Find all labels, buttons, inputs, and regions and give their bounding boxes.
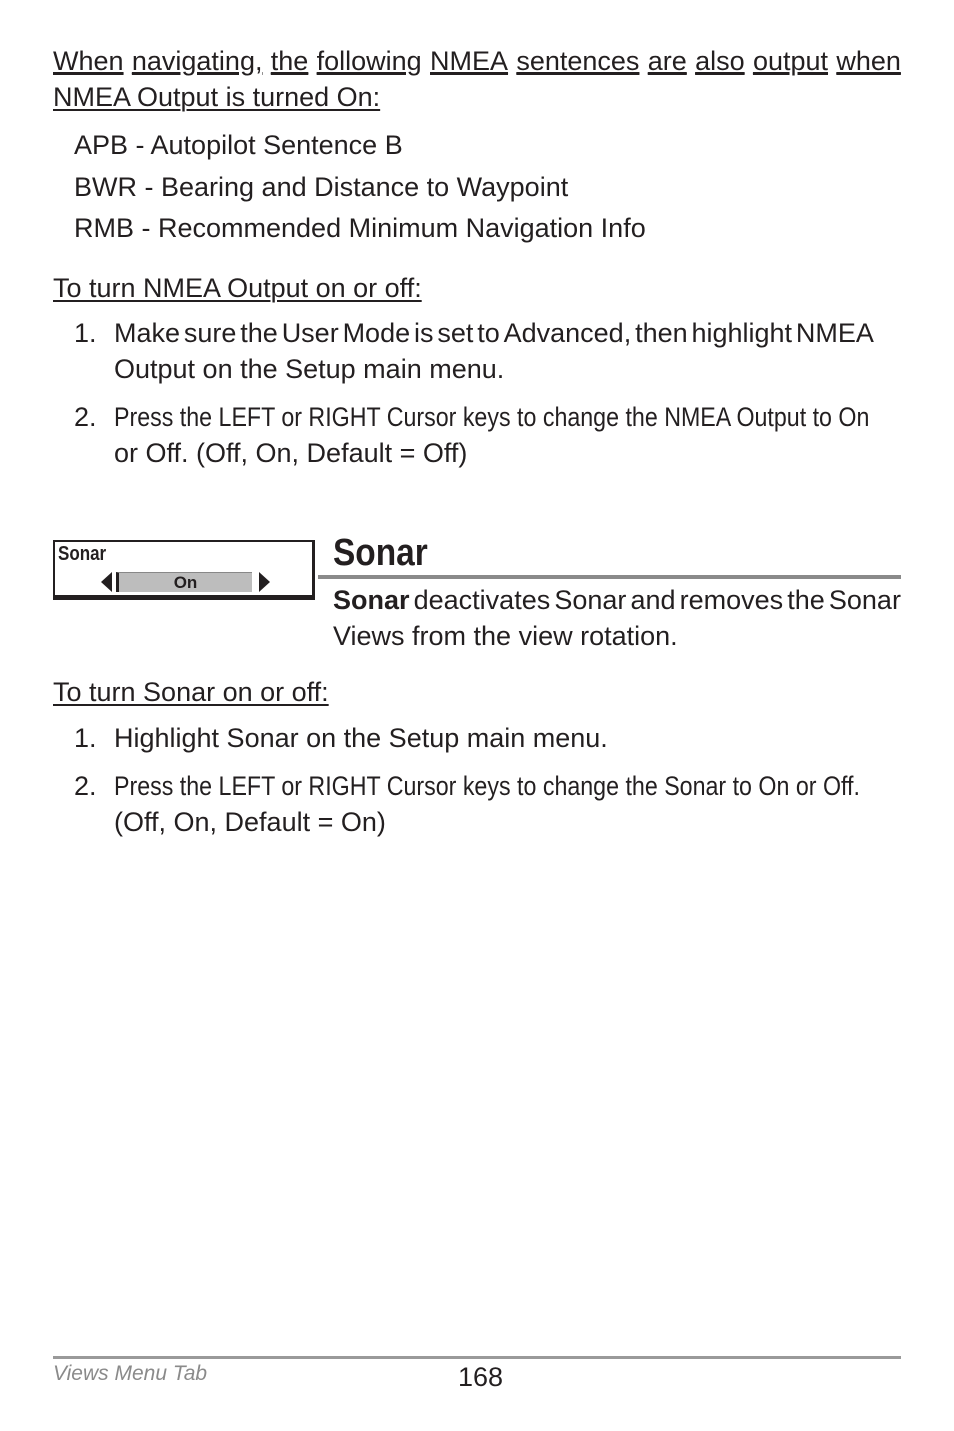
- sonar-step-2-line1: Press the LEFT or RIGHT Cursor keys to change the Sonar to On or Off.: [114, 771, 860, 801]
- footer-divider: [53, 1356, 901, 1359]
- nmea-step-2-number: 2.: [74, 402, 97, 432]
- title-divider: [318, 575, 901, 579]
- sonar-widget-value[interactable]: On: [116, 572, 252, 592]
- sonar-procedure-heading: To turn Sonar on or off:: [53, 677, 329, 707]
- footer-section-label: Views Menu Tab: [53, 1362, 208, 1385]
- sonar-step-2-line2: (Off, On, Default = On): [114, 807, 386, 837]
- sonar-menu-widget[interactable]: [53, 540, 315, 600]
- sonar-step-2-number: 2.: [74, 771, 97, 801]
- sonar-description-line1: Sonar deactivates Sonar and removes the Sonar: [333, 585, 901, 615]
- sonar-step-1-line1: Highlight Sonar on the Setup main menu.: [114, 723, 608, 753]
- nmea-sentence-rmb: RMB - Recommended Minimum Navigation Info: [74, 213, 646, 243]
- sonar-widget-label: Sonar: [58, 543, 107, 565]
- sonar-description-line2: Views from the view rotation.: [333, 621, 678, 651]
- page-number: 168: [458, 1362, 504, 1392]
- nmea-sentence-bwr: BWR - Bearing and Distance to Waypoint: [74, 172, 569, 202]
- nmea-sentence-apb: APB - Autopilot Sentence B: [74, 130, 403, 160]
- nmea-procedure-heading: To turn NMEA Output on or off:: [53, 273, 422, 303]
- nmea-intro-heading-line2: NMEA Output is turned On:: [53, 82, 381, 112]
- sonar-step-1-number: 1.: [74, 723, 97, 753]
- nmea-step-1-line1: Make sure the User Mode is set to Advanced, then highlight NMEA: [114, 318, 874, 348]
- right-arrow-icon[interactable]: [259, 572, 270, 592]
- nmea-step-2-line1: Press the LEFT or RIGHT Cursor keys to change the NMEA Output to On: [114, 402, 870, 432]
- sonar-section-title: Sonar: [333, 532, 428, 574]
- nmea-step-1-line2: Output on the Setup main menu.: [114, 354, 505, 384]
- left-arrow-icon[interactable]: [101, 572, 112, 592]
- nmea-step-2-line2: or Off. (Off, On, Default = Off): [114, 438, 468, 468]
- sonar-description-bold: Sonar: [333, 585, 410, 615]
- nmea-intro-heading-line1: When navigating, the following NMEA sentences are also output when: [53, 46, 901, 76]
- nmea-step-1-number: 1.: [74, 318, 97, 348]
